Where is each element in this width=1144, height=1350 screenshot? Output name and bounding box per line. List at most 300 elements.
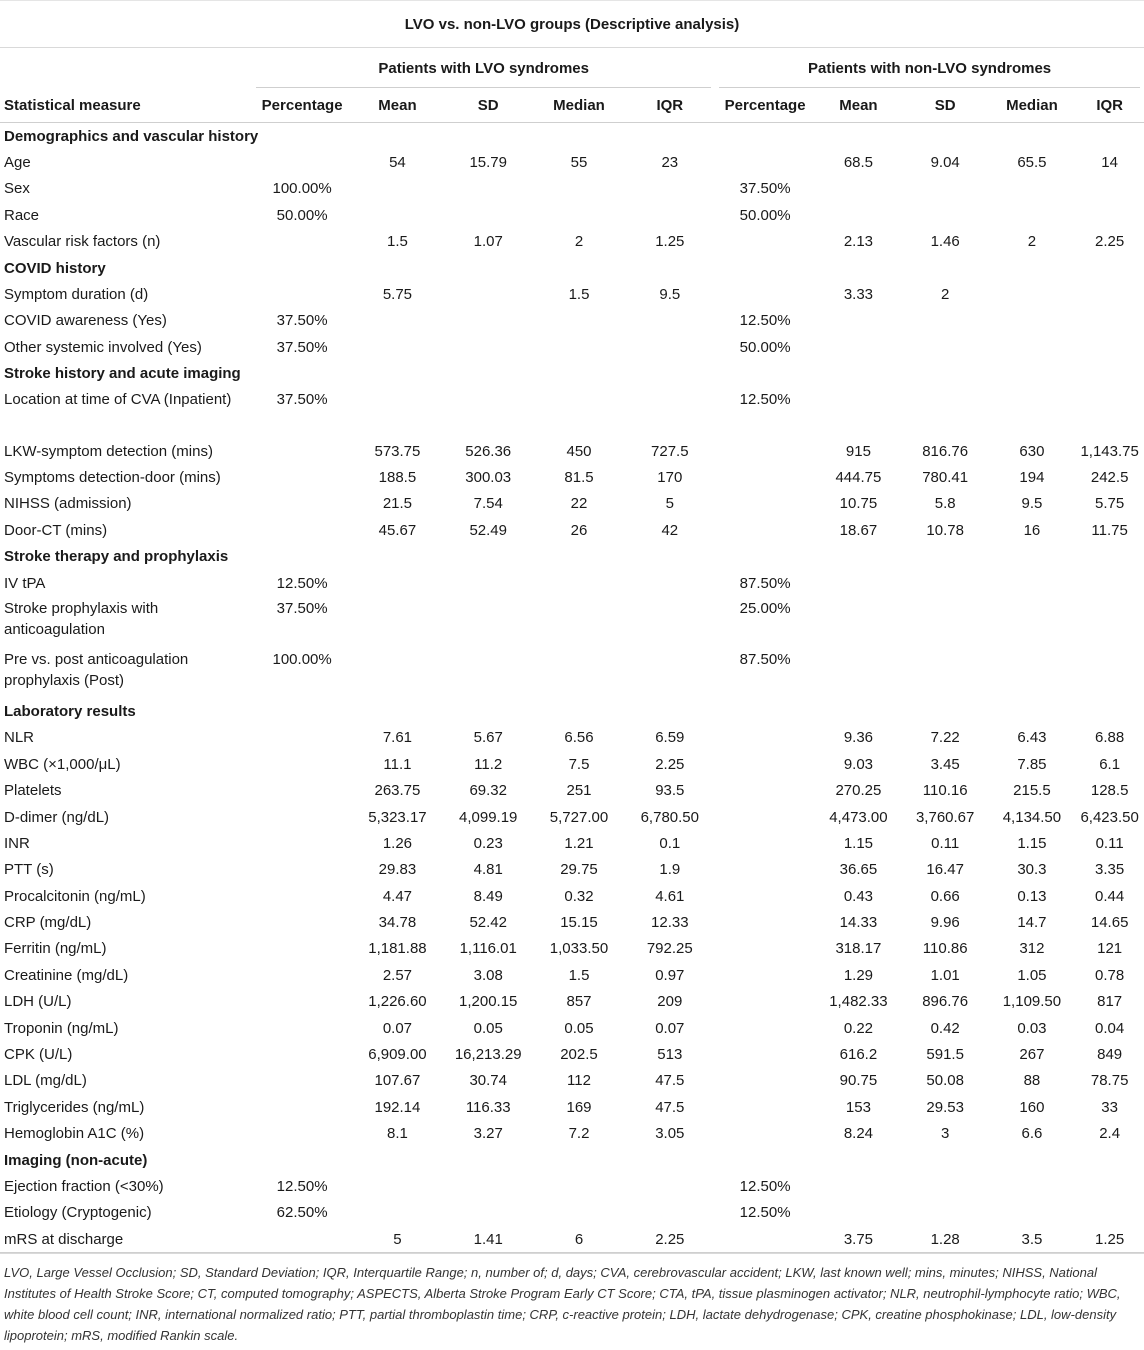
table-cell: 8.24 [843,1125,874,1143]
section-header-row [0,698,1144,724]
row-label: Creatinine (mg/dL) [4,966,129,984]
table-cell: 12.50% [739,1204,791,1222]
table-cell [715,751,815,777]
table-cell: 188.5 [378,468,417,486]
table-cell: 2 [941,286,950,304]
row-label: Location at time of CVA (Inpatient) [4,390,232,408]
table-row [0,962,1144,988]
section-title: Laboratory results [4,702,136,720]
table-cell: 21.5 [382,495,413,513]
table-cell: 45.67 [378,521,417,539]
table-cell: 25.00% [739,600,791,618]
table-cell [443,202,534,228]
table-row [0,387,1144,438]
table-cell: 1.01 [930,966,960,984]
table-cell: 50.08 [926,1072,964,1090]
table-cell [352,1200,443,1226]
section-header-row [0,1147,1144,1173]
table-cell: 37.50% [276,338,328,356]
table-cell: 26 [570,521,588,539]
table-cell [252,857,352,883]
table-cell [715,491,815,517]
row-label: Stroke prophylaxis with anticoagulation [4,600,159,639]
table-cell [715,725,815,751]
table-cell: 6.88 [1095,729,1125,747]
table-cell: 0.78 [1095,966,1125,984]
table-row [0,725,1144,751]
table-cell [624,1173,715,1199]
table-cell: 1,116.01 [459,940,517,958]
table-cell: 15.15 [560,914,598,932]
table-cell: 0.07 [655,1019,685,1037]
table-cell: 9.03 [843,755,874,773]
table-cell [1075,308,1144,334]
table-cell: 1.41 [443,1226,534,1253]
table-cell [715,936,815,962]
section-header-row [0,543,1144,569]
table-cell [715,857,815,883]
table-cell: 450 [566,442,592,460]
table-cell [715,438,815,464]
table-cell [252,989,352,1015]
table-cell [252,725,352,751]
table-cell: 0.03 [1017,1019,1047,1037]
table-cell [534,1200,625,1226]
table-cell: 68.5 [843,154,874,172]
group-header-row [0,48,1144,88]
table-row [0,1094,1144,1120]
table-cell: 2.25 [624,1226,715,1253]
table-cell: 1.21 [564,834,594,852]
column-header: SD [443,88,534,123]
table-cell [352,176,443,202]
table-cell [534,387,625,438]
table-cell [715,989,815,1015]
table-cell: 526.36 [465,442,512,460]
row-label: COVID awareness (Yes) [4,312,167,330]
table-cell [715,777,815,803]
table-cell [715,804,815,830]
table-cell: 6.6 [1021,1125,1043,1143]
table-cell [1075,1173,1144,1199]
table-cell [715,1041,815,1067]
table-cell [715,517,815,543]
table-cell: 915 [845,442,871,460]
table-cell: 22 [570,495,588,513]
table-cell [902,1200,989,1226]
table-cell [1075,647,1144,698]
table-cell: 2.13 [843,233,874,251]
table-cell [715,883,815,909]
table-cell: 816.76 [922,442,969,460]
group-header-non-lvo [715,48,1144,88]
table-cell: 110.86 [922,940,968,958]
row-label: Ferritin (ng/mL) [4,940,107,958]
column-header: IQR [1075,88,1144,123]
table-cell: 6.59 [655,729,685,747]
row-label: Ejection fraction (<30%) [4,1177,164,1195]
table-cell: 630 [1019,442,1045,460]
table-cell: 14 [1101,154,1118,172]
table-cell: 54 [389,154,406,172]
table-cell: 1.26 [382,834,413,852]
table-cell: 1,109.50 [1002,993,1062,1011]
table-cell: 896.76 [922,993,969,1011]
table-cell: 110.16 [922,782,968,800]
column-header: SD [902,88,989,123]
row-label: LDL (mg/dL) [4,1072,87,1090]
row-label: CPK (U/L) [4,1046,73,1064]
row-label: Symptom duration (d) [4,286,149,304]
table-cell: 0.66 [930,887,960,905]
row-label: LKW-symptom detection (mins) [4,442,213,460]
table-cell [443,308,534,334]
table-cell: 16,213.29 [454,1046,522,1064]
table-row [0,1015,1144,1041]
table-cell: 50.00% [276,206,328,224]
table-cell [989,570,1076,596]
table-cell [1075,334,1144,360]
table-cell: 6.1 [1099,755,1121,773]
table-cell: 6,909.00 [368,1046,427,1064]
table-cell: 3.5 [989,1226,1076,1253]
table-cell: 5,323.17 [368,808,427,826]
row-label: PTT (s) [4,861,54,879]
table-cell [534,570,625,596]
table-cell [352,596,443,647]
table-cell [715,149,815,175]
table-cell [989,647,1076,698]
table-cell [352,334,443,360]
table-cell: 2 [574,233,584,251]
table-cell: 42 [661,521,679,539]
table-row [0,883,1144,909]
row-label: Pre vs. post anticoagulation prophylaxis (Post) [4,651,189,690]
table-cell: 7.5 [568,755,590,773]
table-cell: 3 [941,1125,950,1143]
table-cell [252,1041,352,1067]
table-cell [443,387,534,438]
table-cell: 1.29 [843,966,874,984]
table-cell: 9.36 [843,729,874,747]
row-label: Race [4,206,40,224]
table-row [0,751,1144,777]
table-cell: 1.5 [568,286,590,304]
table-cell: 1.28 [902,1226,989,1253]
table-cell: 1.15 [843,834,874,852]
table-cell: 209 [657,993,683,1011]
table-cell: 0.05 [473,1019,503,1037]
table-cell: 591.5 [926,1046,964,1064]
section-header-row [0,255,1144,281]
table-cell: 128.5 [1090,782,1129,800]
table-row [0,491,1144,517]
group-underline [719,87,1140,88]
table-cell [902,308,989,334]
table-cell: 100.00% [272,651,332,669]
table-cell [352,1173,443,1199]
table-cell: 5.75 [1095,495,1125,513]
table-cell [352,570,443,596]
table-cell: 3.27 [473,1125,503,1143]
table-cell: 4,473.00 [829,808,888,826]
table-cell: 1.25 [655,233,685,251]
table-cell [1075,202,1144,228]
table-cell: 192.14 [374,1098,421,1116]
table-cell [624,647,715,698]
group-underline [256,87,711,88]
table-cell: 50.00% [739,206,791,224]
row-label: NLR [4,729,35,747]
table-cell [815,1200,902,1226]
table-cell [534,334,625,360]
table-cell [1075,387,1144,438]
table-title: LVO vs. non-LVO groups (Descriptive analysis) [0,0,1144,48]
table-cell: 37.50% [276,390,328,408]
table-row [0,804,1144,830]
table-cell [815,308,902,334]
table-cell: 87.50% [739,651,791,669]
table-cell [443,647,534,698]
table-cell: 29.53 [926,1098,964,1116]
section-title: Stroke therapy and prophylaxis [4,548,229,566]
table-cell: 93.5 [655,782,685,800]
table-cell [715,1121,815,1147]
table-cell [624,596,715,647]
table-cell [815,202,902,228]
row-label: CRP (mg/dL) [4,914,92,932]
table-row [0,464,1144,490]
table-cell: 0.23 [473,834,503,852]
table-cell: 7.54 [473,495,503,513]
row-label: Sex [4,180,30,198]
table-cell [902,570,989,596]
table-cell: 0.05 [564,1019,594,1037]
table-cell [1075,1200,1144,1226]
table-cell: 30.74 [469,1072,507,1090]
table-cell: 573.75 [374,442,421,460]
data-table [0,48,1144,1253]
table-cell: 5,727.00 [549,808,609,826]
table-row [0,570,1144,596]
table-cell [624,1200,715,1226]
table-cell: 14.33 [839,914,878,932]
table-cell: 5 [352,1226,443,1253]
table-cell [1075,281,1144,307]
row-label: NIHSS (admission) [4,495,132,513]
table-cell: 30.3 [1017,861,1047,879]
table-cell: 1,033.50 [549,940,609,958]
table-cell: 1,181.88 [368,940,427,958]
table-cell: 7.85 [1017,755,1047,773]
table-row [0,909,1144,935]
table-cell: 3.05 [655,1125,685,1143]
table-cell: 1.46 [930,233,960,251]
table-cell: 16.47 [926,861,964,879]
section-header-row [0,361,1144,387]
table-cell [1075,176,1144,202]
table-cell: 15.79 [469,154,507,172]
table-cell [902,334,989,360]
table-cell [534,596,625,647]
table-cell: 12.50% [739,312,791,330]
table-cell [989,202,1076,228]
table-cell: 270.25 [835,782,882,800]
table-cell: 3.75 [815,1226,902,1253]
table-cell [534,308,625,334]
table-cell [443,570,534,596]
table-row [0,989,1144,1015]
table-cell: 1.05 [1017,966,1047,984]
table-cell: 263.75 [374,782,421,800]
table-row [0,777,1144,803]
table-row [0,1068,1144,1094]
table-cell [534,176,625,202]
table-cell [902,387,989,438]
table-cell: 4.81 [473,861,503,879]
table-cell: 37.50% [276,600,328,618]
row-label: LDH (U/L) [4,993,72,1011]
table-cell: 90.75 [839,1072,878,1090]
table-cell: 6,780.50 [640,808,699,826]
table-cell [352,647,443,698]
table-cell [252,491,352,517]
section-title: Demographics and vascular history [4,127,259,145]
table-cell: 12.50% [276,1177,328,1195]
table-cell [252,1068,352,1094]
table-cell [443,596,534,647]
table-cell [252,438,352,464]
table-row [0,517,1144,543]
table-cell: 6,423.50 [1080,808,1139,826]
row-label: IV tPA [4,574,46,592]
table-cell [252,281,352,307]
table-cell: 1,143.75 [1080,442,1139,460]
table-cell: 8.1 [387,1125,408,1143]
table-cell [715,229,815,255]
table-cell [252,229,352,255]
table-cell: 50.00% [739,338,791,356]
table-cell [352,387,443,438]
table-cell: 9.96 [930,914,960,932]
table-row [0,438,1144,464]
table-cell: 2 [1027,233,1037,251]
table-cell: 2.57 [382,966,413,984]
table-cell: 0.1 [659,834,681,852]
table-row [0,936,1144,962]
table-cell: 169 [566,1098,592,1116]
table-cell: 3.33 [843,286,874,304]
table-cell: 18.67 [839,521,878,539]
table-cell: 9.5 [1021,495,1043,513]
table-cell: 6.43 [1017,729,1047,747]
table-cell [252,1094,352,1120]
table-cell: 194 [1019,468,1045,486]
table-cell: 69.32 [469,782,507,800]
column-header: Median [534,88,625,123]
table-cell: 0.44 [1095,887,1125,905]
section-title: Imaging (non-acute) [4,1151,148,1169]
table-cell [252,804,352,830]
row-label: Age [4,154,31,172]
table-cell: 444.75 [835,468,882,486]
table-cell: 3.35 [1095,861,1125,879]
table-cell: 36.65 [839,861,878,879]
table-cell [352,308,443,334]
table-cell: 16 [1023,521,1041,539]
section-header-row [0,123,1144,150]
table-cell: 100.00% [272,180,332,198]
table-cell: 78.75 [1090,1072,1129,1090]
table-cell: 1.25 [1075,1226,1144,1253]
table-cell [715,1015,815,1041]
table-cell: 242.5 [1090,468,1129,486]
table-cell [534,1173,625,1199]
table-body [0,123,1144,1253]
row-label: Symptoms detection-door (mins) [4,468,221,486]
table-cell: 5.8 [934,495,956,513]
table-cell [715,1094,815,1120]
table-cell: 65.5 [1017,154,1047,172]
table-cell: 4.47 [382,887,413,905]
table-cell: 2.25 [1095,233,1125,251]
table-cell [815,596,902,647]
table-cell [252,464,352,490]
table-cell: 12.50% [739,390,791,408]
table-cell [534,202,625,228]
table-cell: 88 [1023,1072,1041,1090]
table-cell [252,1121,352,1147]
table-row [0,1041,1144,1067]
table-cell [624,202,715,228]
row-label: Troponin (ng/mL) [4,1019,119,1037]
table-cell [815,176,902,202]
group-header-lvo [252,48,715,88]
table-cell: 0.07 [382,1019,413,1037]
table-cell: 87.50% [739,574,791,592]
table-cell: 11.1 [383,755,412,773]
table-cell [252,883,352,909]
table-cell [252,149,352,175]
table-cell: 7.22 [930,729,960,747]
table-row [0,1226,1144,1253]
table-cell: 202.5 [560,1046,598,1064]
table-cell: 8.49 [473,887,503,905]
table-cell [902,647,989,698]
table-cell: 2.4 [1099,1125,1121,1143]
table-footnote: LVO, Large Vessel Occlusion; SD, Standard Deviation; IQR, Interquartile Range; n, number of; d, days; CVA, cerebrovascular accident; LKW, last known well; mins, minutes; NIHSS, National Institutes of Health Stroke Score; CT, computed tomography; ASPECTS, Alberta Stroke Program Early CT Score; CTA, tPA, tissue plasminogen activator; NLR, neutrophil-lymphocyte ratio; WBC, white blood cell count; INR, international normalized ratio; PTT, partial thromboplastin time; CRP, c-reactive protein; LDH, lactate dehydrogenase; CPK, creatine phosphokinase; LDL, low-density lipoprotein; mRS, modified Rankin scale. [0,1253,1144,1346]
table-cell: 1,482.33 [829,993,888,1011]
table-cell: 0.32 [564,887,594,905]
table-cell: 0.11 [1095,834,1124,852]
table-row [0,647,1144,698]
table-cell [815,1173,902,1199]
table-cell: 23 [661,154,679,172]
table-cell [815,387,902,438]
table-cell: 7.61 [382,729,413,747]
table-row [0,857,1144,883]
row-label: Vascular risk factors (n) [4,233,161,251]
table-row [0,202,1144,228]
table-cell: 0.13 [1017,887,1047,905]
table-cell [252,1015,352,1041]
table-cell [352,202,443,228]
table-cell: 3.45 [930,755,960,773]
table-cell: 5.67 [473,729,503,747]
table-cell: 29.83 [378,861,417,879]
table-cell: 62.50% [276,1204,328,1222]
table-cell: 3,760.67 [915,808,975,826]
